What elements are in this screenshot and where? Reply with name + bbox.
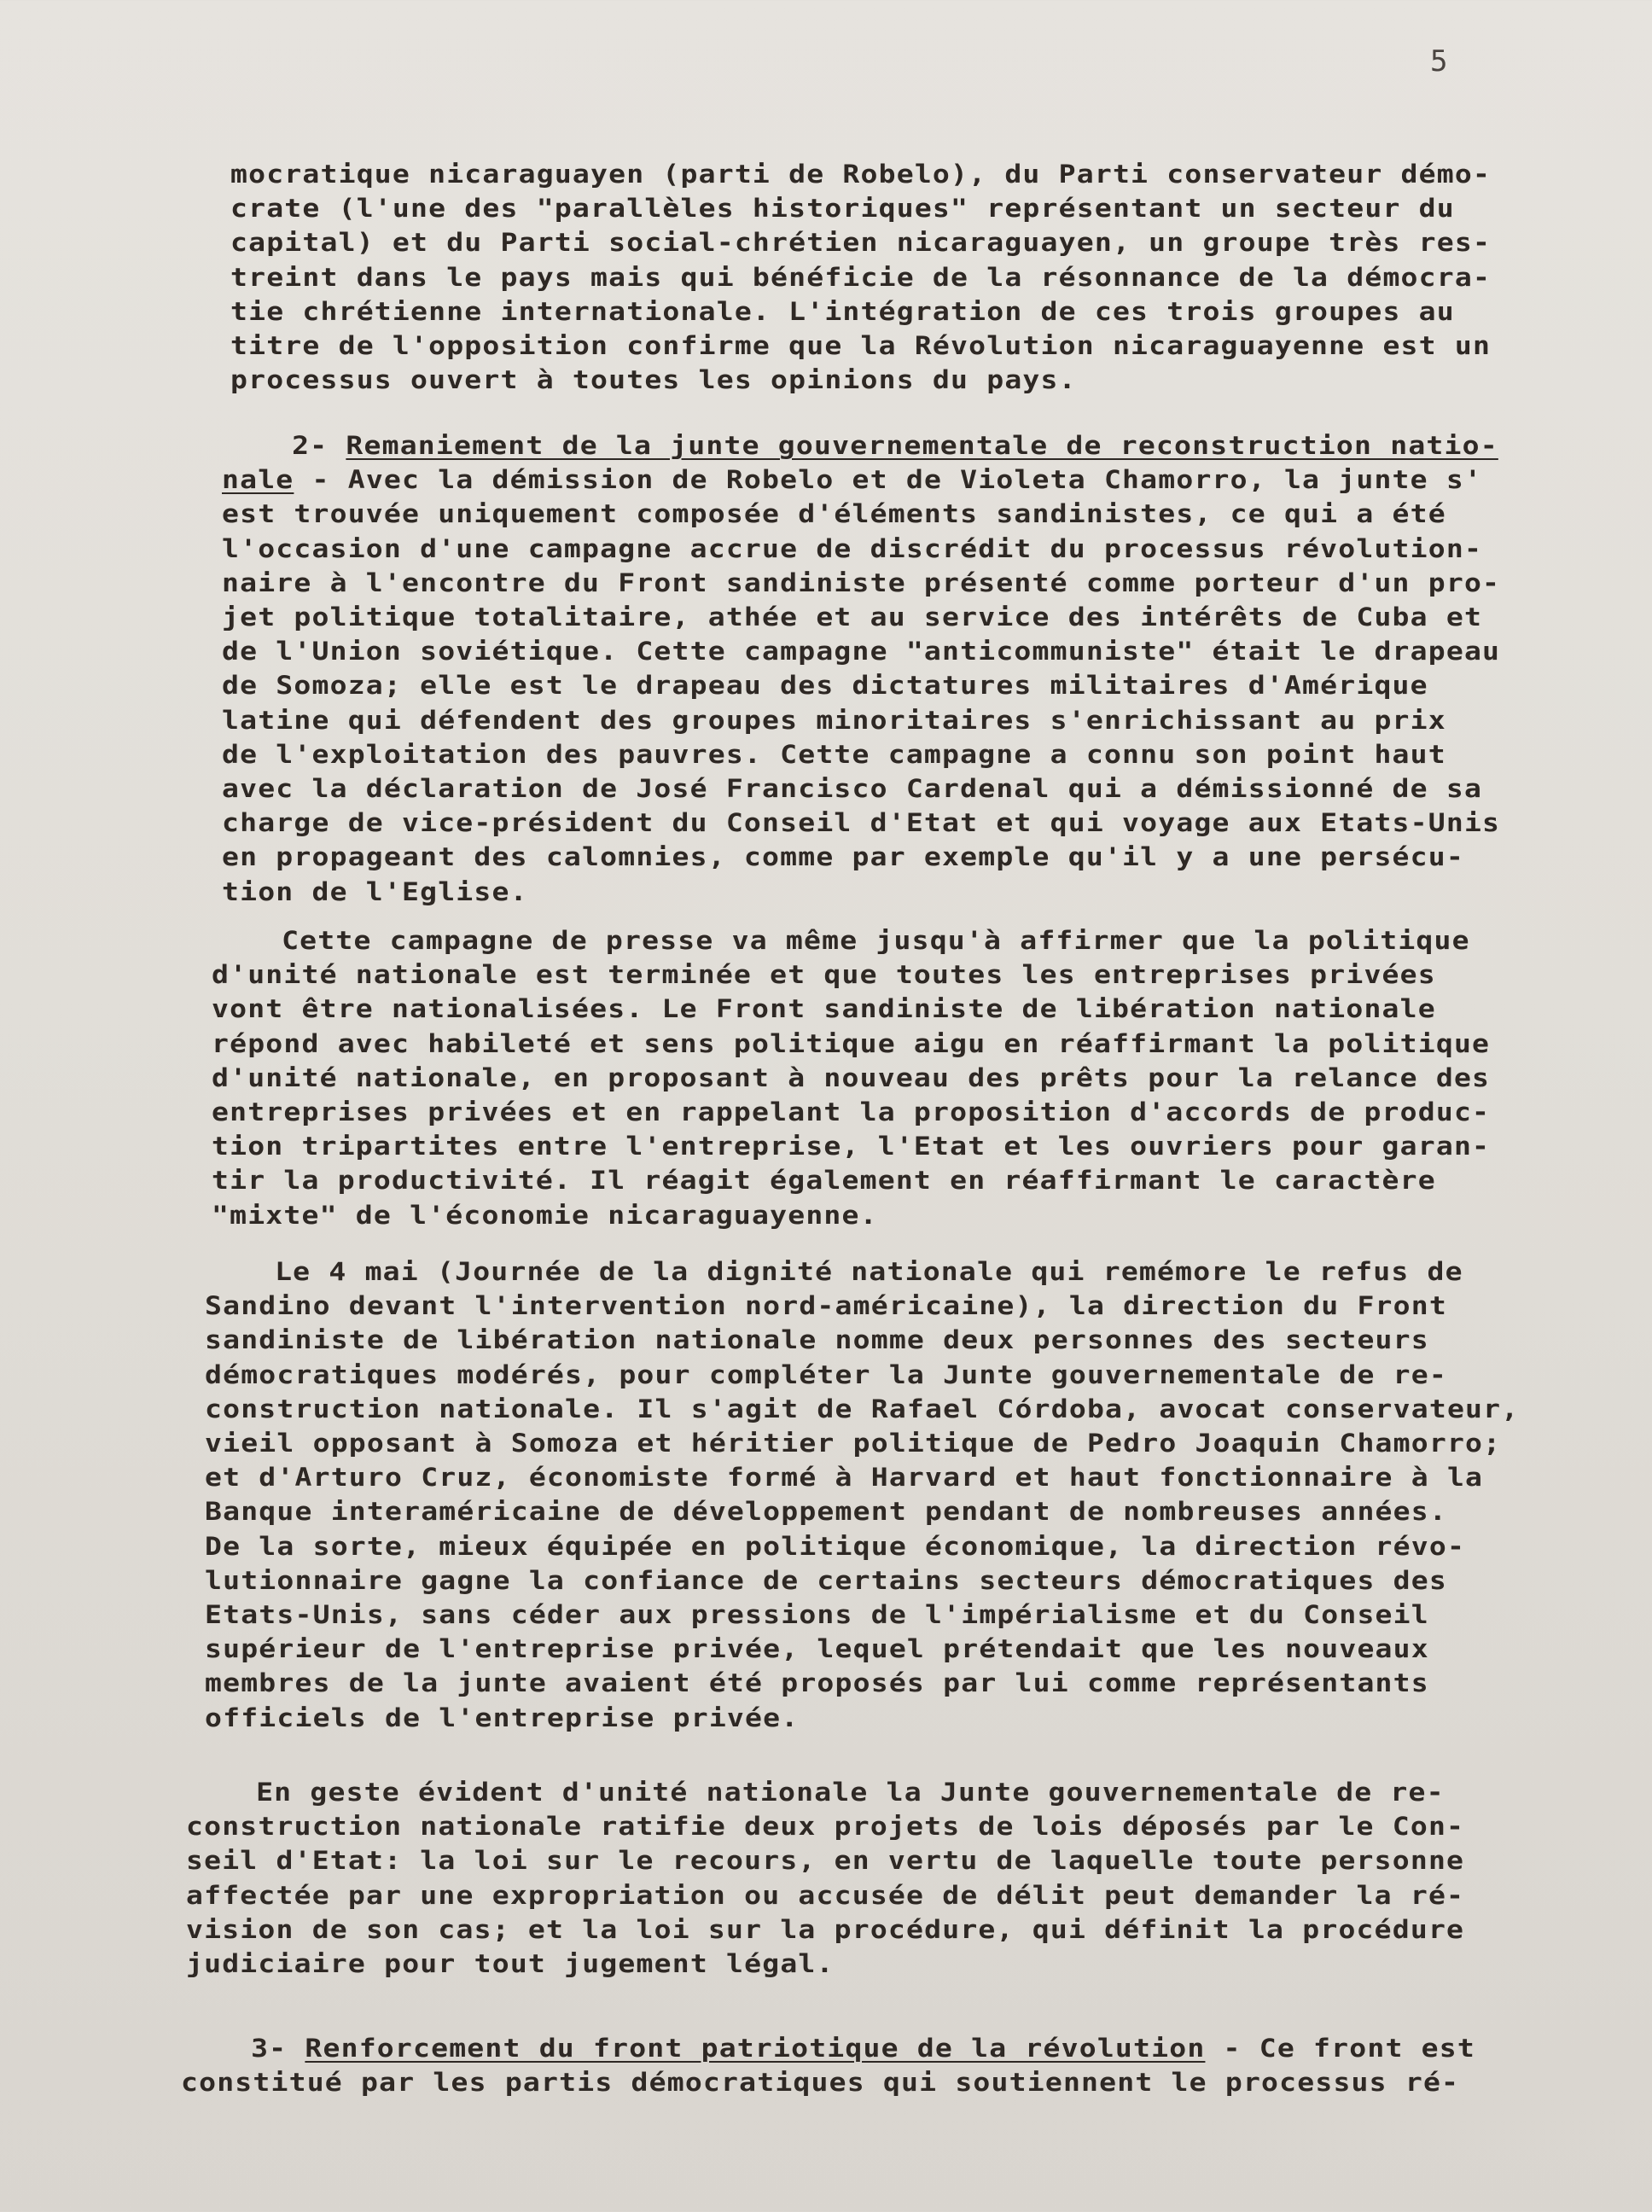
text-line: affectée par une expropriation ou accusée de délit peut demander la ré- [186, 1880, 1465, 1910]
text-line: et d'Arturo Cruz, économiste formé à Harvard et haut fonctionnaire à la [205, 1463, 1484, 1493]
text-line: tir la productivité. Il réagit également en réaffirmant le caractère [212, 1166, 1436, 1196]
text-line: vont être nationalisées. Le Front sandiniste de libération nationale [212, 994, 1436, 1024]
section-number: 2- [292, 431, 346, 460]
text-line: Sandino devant l'intervention nord-américaine), la direction du Front [205, 1291, 1447, 1321]
text-line: de l'exploitation des pauvres. Cette campagne a connu son point haut [222, 739, 1446, 769]
text-line: titre de l'opposition confirme que la Révolution nicaraguayenne est un [230, 331, 1492, 361]
text-line: constitué par les partis démocratiques qui soutiennent le processus ré- [181, 2068, 1460, 2098]
heading-line-rest: - Ce front est [1205, 2034, 1475, 2063]
text-line: treint dans le pays mais qui bénéficie de la résonnance de la démocra- [230, 262, 1492, 292]
text-line: tion tripartites entre l'entreprise, l'Etat et les ouvriers pour garan- [212, 1132, 1491, 1161]
text-line: Etats-Unis, sans céder aux pressions de l'impérialisme et du Conseil [205, 1600, 1429, 1630]
section-2-paragraph [222, 428, 1613, 909]
heading-line-rest: - Avec la démission de Robelo et de Violeta Chamorro, la junte s' [294, 465, 1483, 495]
text-line: construction nationale ratifie deux projets de lois déposés par le Con- [186, 1812, 1465, 1842]
text-line: de Somoza; elle est le drapeau des dictatures militaires d'Amérique [222, 671, 1428, 701]
section-number: 3- [251, 2034, 305, 2063]
text-line: répond avec habileté et sens politique aigu en réaffirmant la politique [212, 1028, 1491, 1058]
section-heading-line [181, 2031, 1652, 2065]
text-line: l'occasion d'une campagne accrue de discrédit du processus révolution- [222, 533, 1483, 563]
text-line: membres de la junte avaient été proposés par lui comme représentants [205, 1668, 1429, 1698]
text-line: d'unité nationale, en proposant à nouveau des prêts pour la relance des [212, 1062, 1491, 1092]
text-line: tion de l'Eglise. [222, 876, 528, 906]
text-line: vieil opposant à Somoza et héritier politique de Pedro Joaquin Chamorro; [205, 1429, 1502, 1458]
text-line: construction nationale. Il s'agit de Rafael Córdoba, avocat conservateur, [205, 1394, 1520, 1423]
paragraph [205, 1254, 1596, 1735]
text-line: judiciaire pour tout jugement légal. [186, 1949, 835, 1979]
paragraph-continuation [230, 157, 1621, 397]
paragraph [212, 923, 1603, 1232]
text-line: de l'Union soviétique. Cette campagne "anticommuniste" était le drapeau [222, 637, 1501, 667]
text-line: processus ouvert à toutes les opinions du pays. [230, 365, 1077, 395]
text-line: en propageant des calomnies, comme par exemple qu'il y a une persécu- [222, 842, 1464, 872]
text-line: Cette campagne de presse va même jusqu'à affirmer que la politique [282, 926, 1470, 955]
text-line: d'unité nationale est terminée et que toutes les entreprises privées [212, 960, 1436, 990]
text-line: sandiniste de libération nationale nomme deux personnes des secteurs [205, 1325, 1429, 1355]
section-heading: Renforcement du front patriotique de la révolution [305, 2034, 1206, 2063]
text-line: Le 4 mai (Journée de la dignité nationale qui remémore le refus de [275, 1257, 1463, 1286]
text-line: latine qui défendent des groupes minoritaires s'enrichissant au prix [222, 705, 1446, 735]
text-line: De la sorte, mieux équipée en politique économique, la direction révo- [205, 1531, 1466, 1561]
text-line: tie chrétienne internationale. L'intégration de ces trois groupes au [230, 296, 1455, 326]
text-line: En geste évident d'unité nationale la Junte gouvernementale de re- [256, 1778, 1445, 1807]
text-line: jet politique totalitaire, athée et au service des intérêts de Cuba et [222, 602, 1483, 632]
text-line [222, 463, 1652, 497]
text-line: naire à l'encontre du Front sandiniste présenté comme porteur d'un pro- [222, 568, 1501, 597]
text-line: entreprises privées et en rappelant la proposition d'accords de produc- [212, 1097, 1491, 1127]
text-line: supérieur de l'entreprise privée, lequel prétendait que les nouveaux [205, 1634, 1429, 1664]
text-line: lutionnaire gagne la confiance de certains secteurs démocratiques des [205, 1565, 1447, 1595]
text-line: avec la déclaration de José Francisco Cardenal qui a démissionné de sa [222, 774, 1483, 804]
paragraph [186, 1775, 1577, 1981]
text-line: seil d'Etat: la loi sur le recours, en vertu de laquelle toute personne [186, 1846, 1465, 1876]
text-line: "mixte" de l'économie nicaraguayenne. [212, 1200, 878, 1230]
section-heading-line [222, 428, 1652, 463]
text-line: Banque interaméricaine de développement pendant de nombreuses années. [205, 1497, 1447, 1527]
text-line: capital) et du Parti social-chrétien nicaraguayen, un groupe très res- [230, 228, 1492, 258]
text-line: crate (l'une des "parallèles historiques" représentant un secteur du [230, 194, 1455, 224]
text-line: démocratiques modérés, pour compléter la Junte gouvernementale de re- [205, 1359, 1447, 1389]
section-3-paragraph [181, 2031, 1572, 2099]
section-heading: Remaniement de la junte gouvernementale de reconstruction natio- [346, 431, 1498, 460]
text-line: est trouvée uniquement composée d'éléments sandinistes, ce qui a été [222, 499, 1446, 529]
section-heading-continuation: nale [222, 465, 294, 495]
text-line: mocratique nicaraguayen (parti de Robelo), du Parti conservateur démo- [230, 160, 1492, 189]
text-line: vision de son cas; et la loi sur la procédure, qui définit la procédure [186, 1914, 1465, 1944]
text-line: officiels de l'entreprise privée. [205, 1703, 800, 1732]
text-line: charge de vice-président du Conseil d'Etat et qui voyage aux Etats-Unis [222, 808, 1501, 838]
page-number: 5 [1430, 44, 1448, 79]
